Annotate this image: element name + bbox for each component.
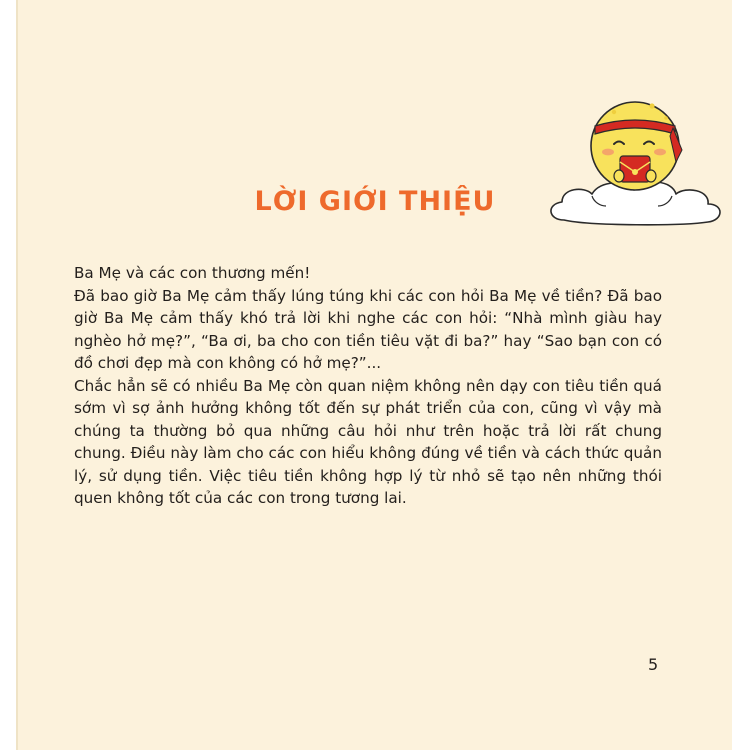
page-title: LỜI GIỚI THIỆU bbox=[254, 186, 496, 217]
book-page bbox=[18, 0, 732, 750]
page-number: 5 bbox=[648, 655, 659, 674]
introduction-text bbox=[74, 262, 662, 510]
red-envelope-icon bbox=[620, 156, 650, 182]
intro-paragraph-1: Đã bao giờ Ba Mẹ cảm thấy lúng túng khi các con hỏi Ba Mẹ về tiền? Đã bao giờ Ba Mẹ cảm thấy khó trả lời khi nghe các con hỏi: “Nhà mình giàu hay nghèo hở mẹ?”, “Ba ơi, ba cho con tiền tiêu vặt đi ba?” hay “Sao bạn con có đồ chơi đẹp mà con không có hở mẹ?”... bbox=[74, 286, 662, 372]
greeting-paragraph: Ba Mẹ và các con thương mến! bbox=[74, 264, 311, 282]
intro-paragraph-2: Chắc hẳn sẽ có nhiều Ba Mẹ còn quan niệm không nên dạy con tiêu tiền quá sớm vì sợ ảnh hưởng không tốt đến sự phát triển của con, cũng vì vậy mà chúng ta thường bỏ qua những câu hỏi như trên hoặc trả lời rất chung chung. Điều này làm cho các con hiểu không đúng về tiền và cách thức quản lý, sử dụng tiền. Việc tiêu tiền không hợp lý từ nhỏ sẽ tạo nên những thói quen không tốt của các con trong tương lai. bbox=[74, 376, 662, 507]
